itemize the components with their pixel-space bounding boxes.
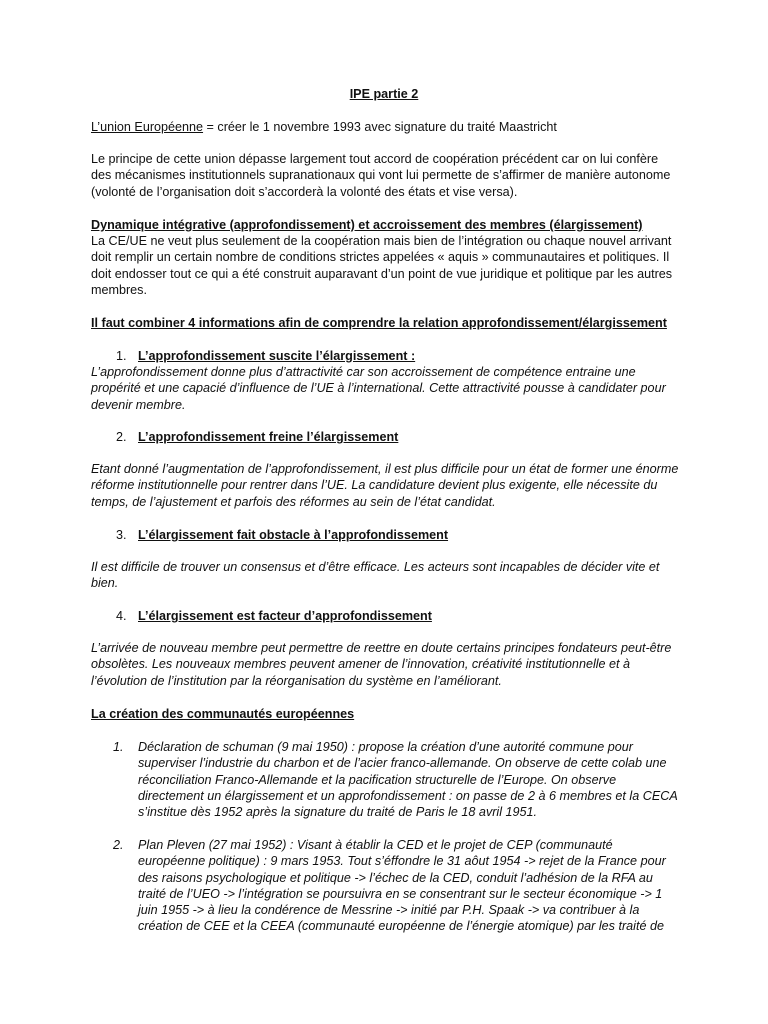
point-2-heading [116,429,676,445]
section-heading-creation: La création des communautés européennes [91,707,355,721]
point-1-text: L’approfondissement donne plus d’attractivité car son accroissement de compétence entraine une propérité et une capacié d’influence de l’UE à l’international. Cette attractivité pousse à candidater pour devenir membre. [91,365,666,412]
point-3-heading [116,527,676,543]
list-item-text: Déclaration de schuman (9 mai 1950) : propose la création d’une autorité commune pour superviser l’industrie du charbon et de l’acier franco-allemande. On observe de cette colab une réconciliation Franco-Allemande et la pacification structurelle de l’Europe. On observe directement un élargissement et un approfondissement : on passe de 2 à 6 membres et la CECA s’institue dès 1952 après la signature du traité de Paris le 18 avril 1951. [138,740,678,820]
section-heading-dynamique: Dynamique intégrative (approfondissement) et accroissement des membres (élargissement) [91,218,643,232]
intro-line [91,119,681,135]
list-item-number: 1. [113,740,124,754]
paragraph-dynamique: La CE/UE ne veut plus seulement de la coopération mais bien de l’intégration ou chaque nouvel arrivant doit remplir un certain nombre de conditions strictes appelées « aquis » communautaires et politiques. Il doit endosser tout ce qui a été construit auparavant d’un point de vue juridique et politique par les autres membres. [91,234,673,297]
point-3-title: L’élargissement fait obstacle à l’approfondissement [138,528,449,542]
list-item-text: Plan Pleven (27 mai 1952) : Visant à établir la CED et le projet de CEP (communauté européenne politique) : 9 mars 1953. Tout s’éffondre le 31 aôut 1954 -> rejet de la France pour des raisons psychologique et politique -> l’échec de la CED, conduit l’adhésion de la RFA au traité de l’UEO -> l’intégration se poursuivra en se consentrant sur le secteur économique -> 1 juin 1955 -> à lieu la condérence de Messrine -> initié par P.H. Spaak -> va contribuer à la création de CEE et la CEEA (communauté européenne de l’énergie atomique) par les traité de [138,838,666,934]
list-item [113,739,678,820]
point-4-title: L’élargissement est facteur d’approfondissement [138,609,432,623]
section-heading-combiner: Il faut combiner 4 informations afin de comprendre la relation approfondissement/élargissement [91,316,667,330]
point-4-number: 4. [116,609,127,623]
list-item [113,837,678,935]
paragraph-principle: Le principe de cette union dépasse largement tout accord de coopération précédent car on lui confère des mécanismes institutionnels supranationaux qui vont lui permette de s’affirmer de manière autonome (volonté de l’organisation doit s’accorderà la volonté des états et vise versa). [91,152,671,199]
point-3-text: Il est difficile de trouver un consensus et d’être efficace. Les acteurs sont incapables de décider vite et bien. [91,560,660,591]
intro-label: L’union Européenne [91,120,204,134]
point-4-heading [116,608,676,624]
point-1-number: 1. [116,349,127,363]
point-4-text: L’arrivée de nouveau membre peut permettre de reettre en doute certains principes fondateurs peut-être obsolètes. Les nouveaux membres peuvent amener de l’innovation, créativité institutionnelle et à l’évolution de l’institution par la réorganisation du système en l’améliorant. [91,641,672,688]
list-item-number: 2. [113,838,124,852]
point-2-number: 2. [116,430,127,444]
point-2-text: Etant donné l’augmentation de l’approfondissement, il est plus difficile pour un état de former une énorme réforme institutionnelle pour rentrer dans l’UE. La candidature devient plus exigente, elle nécessite du temps, de l’ajustement et parfois des réformes au sein de l’état candidat. [91,462,679,509]
page-title: IPE partie 2 [349,87,419,101]
intro-rest: = créer le 1 novembre 1993 avec signature du traité Maastricht [203,120,557,134]
point-2-title: L’approfondissement freine l’élargissement [138,430,399,444]
point-1-title: L’approfondissement suscite l’élargissement : [138,349,416,363]
point-3-number: 3. [116,528,127,542]
point-1-heading [116,348,676,364]
